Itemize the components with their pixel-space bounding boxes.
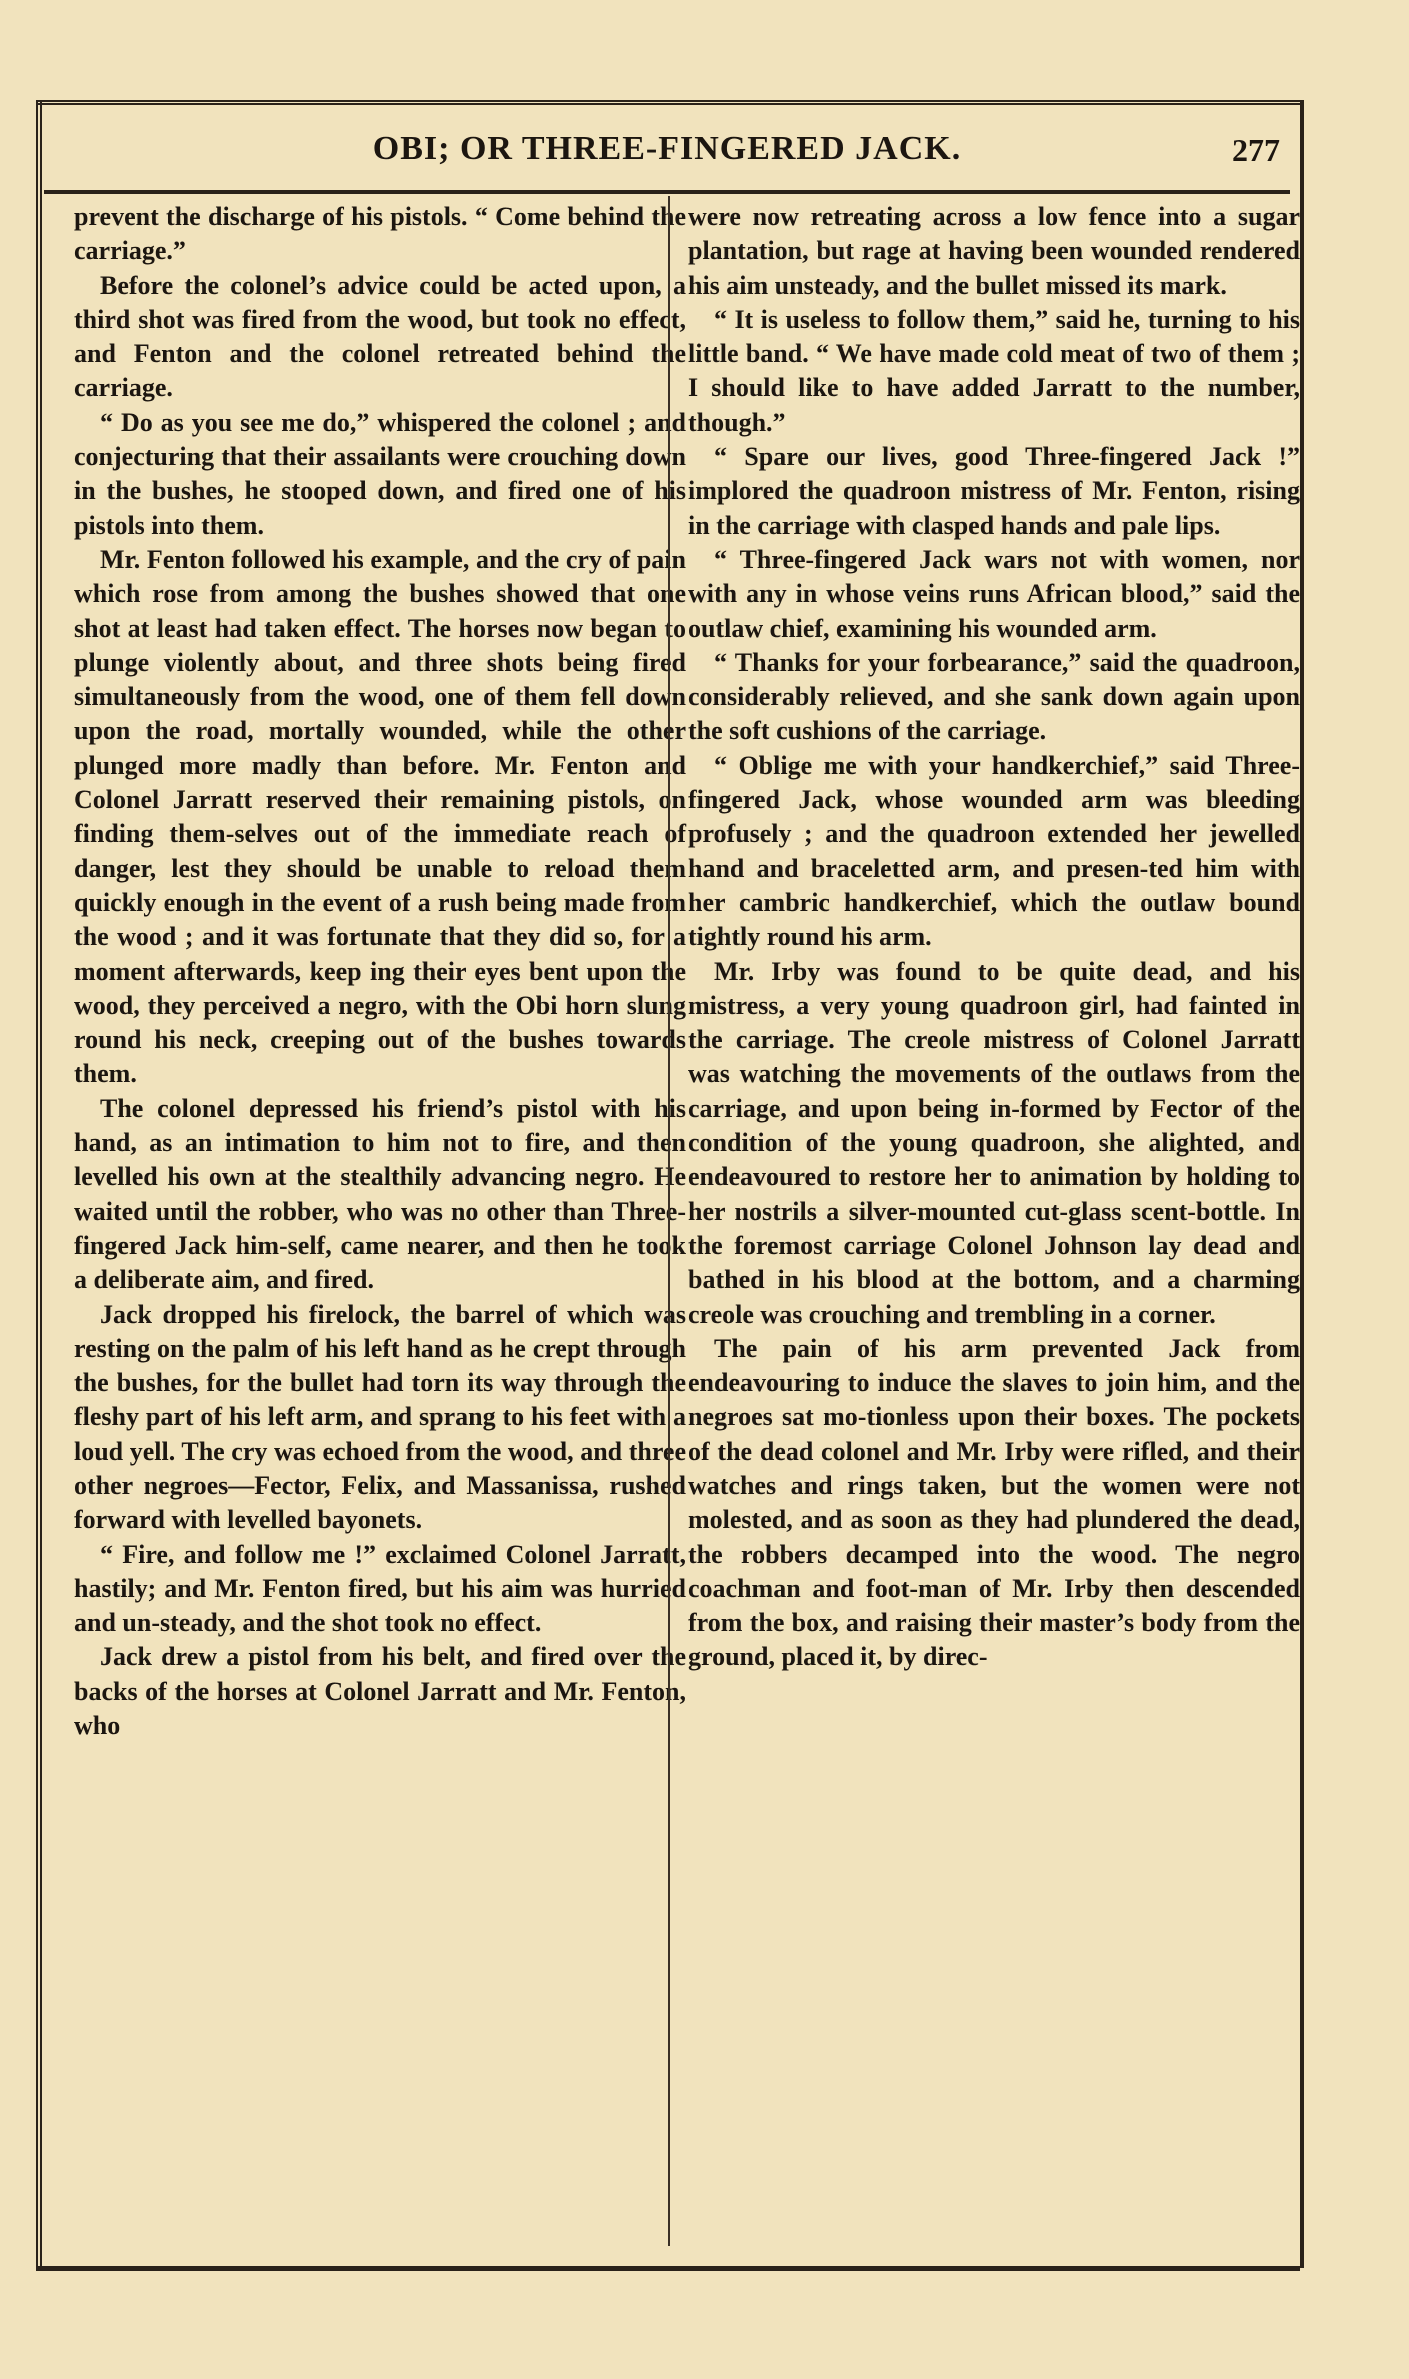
paragraph: Jack dropped his firelock, the barrel of which was resting on the palm of his left hand as he crept through the bushes, for the bullet had torn its way through the fleshy part of his left arm, and sprang to his feet with a loud yell. The cry was echoed from the wood, and three other negroes—Fector, Felix, and Massanissa, rushed forward with levelled bayonets.: [74, 1299, 686, 1535]
page-header: [44, 130, 1290, 190]
header-rule: [44, 190, 1290, 194]
paragraph: were now retreating across a low fence into a sugar plantation, but rage at having been wounded rendered his aim unsteady, and the bullet missed its mark.: [688, 202, 1300, 300]
paragraph: “ Spare our lives, good Three-fingered Jack !” implored the quadroon mistress of Mr. Fenton, rising in the carriage with clasped hands and pale lips.: [688, 442, 1300, 540]
page-bottom-rule: [36, 2266, 1300, 2271]
paragraph: “ Three-fingered Jack wars not with women, nor with any in whose veins runs African blood,” said the outlaw chief, examining his wounded arm.: [688, 544, 1300, 643]
paragraph: “ Oblige me with your handkerchief,” said Three-fingered Jack, whose wounded arm was bleeding profusely ; and the quadroon extended her jewelled hand and braceletted arm, and presen-ted him with her cambric handkerchief, which the outlaw bound tightly round his arm.: [688, 750, 1300, 952]
page-number: 277: [1232, 132, 1280, 168]
running-title: OBI; OR THREE-FINGERED JACK.: [372, 130, 962, 167]
paragraph: “ Fire, and follow me !” exclaimed Colonel Jarratt, hastily; and Mr. Fenton fired, but his aim was hurried and un-steady, and the shot took no effect.: [74, 1539, 686, 1638]
paragraph: The colonel depressed his friend’s pistol with his hand, as an intimation to him not to fire, and then levelled his own at the stealthily advancing negro. He waited until the robber, who was no other than Three-fingered Jack him-self, came nearer, and then he took a deliberate aim, and fired.: [74, 1093, 686, 1295]
paragraph: Mr. Fenton followed his example, and the cry of pain which rose from among the bushes showed that one shot at least had taken effect. The horses now began to plunge violently about, and three shots being fired simultaneously from the wood, one of them fell down upon the road, mortally wounded, while the other plunged more madly than before. Mr. Fenton and Colonel Jarratt reserved their remaining pistols, on finding them-selves out of the immediate reach of danger, lest they should be unable to reload them quickly enough in the event of a rush being made from the wood ; and it was fortunate that they did so, for a moment afterwards, keep ing their eyes bent upon the wood, they perceived a negro, with the Obi horn slung round his neck, creeping out of the bushes towards them.: [74, 544, 686, 1089]
column-divider: [668, 196, 670, 2246]
paragraph: “ Thanks for your forbearance,” said the quadroon, considerably relieved, and she sank down again upon the soft cushions of the carriage.: [688, 647, 1300, 746]
left-column: [74, 200, 686, 1743]
paragraph: “ It is useless to follow them,” said he, turning to his little band. “ We have made cold meat of two of them ; I should like to have added Jarratt to the number, though.”: [688, 304, 1300, 437]
paragraph: Before the colonel’s advice could be acted upon, a third shot was fired from the wood, but took no effect, and Fenton and the colonel retreated behind the carriage.: [74, 270, 686, 403]
right-column: [688, 200, 1300, 1675]
paragraph: Mr. Irby was found to be quite dead, and his mistress, a very young quadroon girl, had fainted in the carriage. The creole mistress of Colonel Jarratt was watching the movements of the outlaws from the carriage, and upon being in-formed by Fector of the condition of the young quadroon, she alighted, and endeavoured to restore her to animation by holding to her nostrils a silver-mounted cut-glass scent-bottle. In the foremost carriage Colonel Johnson lay dead and bathed in his blood at the bottom, and a charming creole was crouching and trembling in a corner.: [688, 956, 1300, 1329]
paragraph: Jack drew a pistol from his belt, and fired over the backs of the horses at Colonel Jarratt and Mr. Fenton, who: [74, 1642, 686, 1741]
paragraph: The pain of his arm prevented Jack from endeavouring to induce the slaves to join him, and the negroes sat mo-tionless upon their boxes. The pockets of the dead colonel and Mr. Irby were rifled, and their watches and rings taken, but the women were not molested, and as soon as they had plundered the dead, the robbers decamped into the wood. The negro coachman and foot-man of Mr. Irby then descended from the box, and raising their master’s body from the ground, placed it, by direc-: [688, 1333, 1300, 1672]
paragraph: “ Do as you see me do,” whispered the colonel ; and conjecturing that their assailants were crouching down in the bushes, he stooped down, and fired one of his pistols into them.: [74, 407, 686, 540]
paragraph: prevent the discharge of his pistols. “ Come behind the carriage.”: [74, 202, 686, 266]
